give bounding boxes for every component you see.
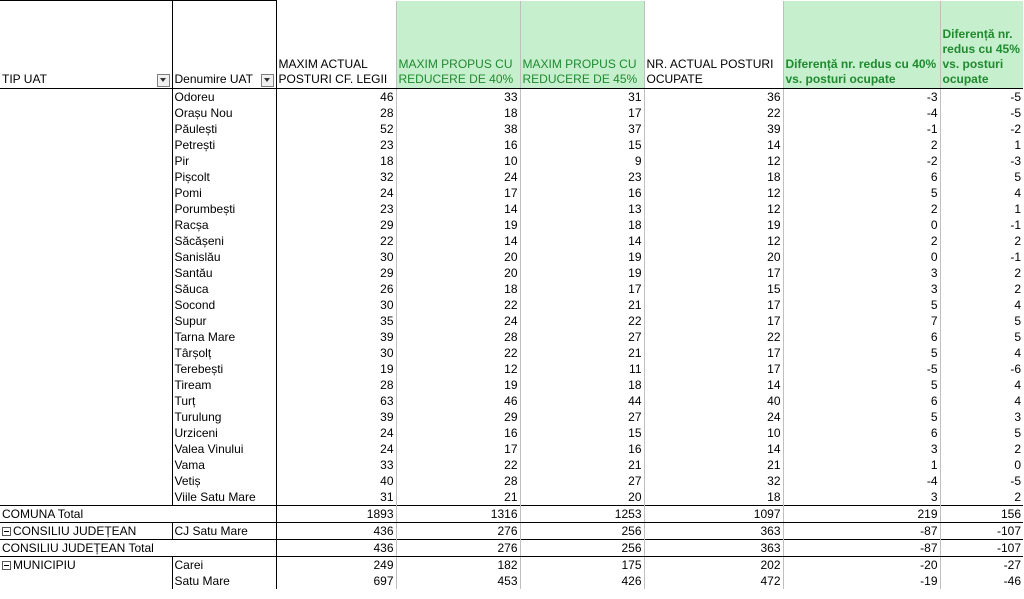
cell-maxim-actual[interactable]: 30 [276, 345, 396, 361]
cell-nr-actual[interactable]: 12 [644, 153, 783, 169]
header-nr-actual[interactable]: NR. ACTUAL POSTURI OCUPATE [644, 1, 783, 89]
table-row [0, 393, 1023, 409]
cell-diferenta-40[interactable]: -3 [783, 89, 940, 106]
cell-nr-actual[interactable]: 17 [644, 265, 783, 281]
table-row [0, 153, 1023, 169]
cell-tip-uat[interactable] [0, 121, 172, 137]
cell-maxim-actual[interactable]: 19 [276, 361, 396, 377]
cell-diferenta-45[interactable]: 4 [1014, 186, 1021, 200]
cell-maxim-propus-45[interactable]: 20 [520, 489, 644, 506]
cell-maxim-propus-45[interactable]: 21 [520, 297, 644, 313]
cell-diferenta-40[interactable]: 219 [783, 506, 940, 523]
cell-nr-actual[interactable]: 22 [644, 329, 783, 345]
cell-maxim-propus-40[interactable]: 18 [396, 105, 520, 121]
cell-denumire-uat[interactable]: Porumbești [172, 201, 276, 217]
cell-tip-uat[interactable] [0, 105, 172, 121]
cell-nr-actual[interactable]: 18 [644, 489, 783, 506]
cell-maxim-actual[interactable]: 1893 [276, 506, 396, 523]
cell-maxim-propus-40[interactable]: 21 [396, 489, 520, 506]
cell-nr-actual[interactable]: 19 [644, 217, 783, 233]
table-row [0, 265, 1023, 281]
cell-maxim-actual[interactable]: 697 [276, 573, 396, 589]
cell-maxim-propus-45[interactable]: 23 [520, 169, 644, 185]
cell-maxim-actual[interactable]: 23 [276, 201, 396, 217]
cell-tip-uat[interactable] [0, 393, 172, 409]
cell-denumire-uat[interactable]: Racșa [172, 217, 276, 233]
cell-diferenta-45[interactable]: 2 [1014, 490, 1021, 504]
cell-nr-actual[interactable]: 202 [644, 557, 783, 574]
cell-maxim-actual[interactable]: 46 [276, 89, 396, 106]
cell-maxim-actual[interactable]: 28 [276, 105, 396, 121]
cell-denumire-uat[interactable]: Orașu Nou [172, 105, 276, 121]
cell-diferenta-40[interactable]: 6 [783, 425, 940, 441]
table-row [0, 169, 1023, 185]
cell-maxim-propus-40[interactable]: 38 [396, 121, 520, 137]
cell-maxim-propus-40[interactable]: 16 [396, 137, 520, 153]
cell-diferenta-45[interactable]: 2 [1014, 234, 1021, 248]
header-row [0, 1, 1023, 89]
cell-maxim-actual[interactable]: 39 [276, 409, 396, 425]
cell-nr-actual[interactable]: 24 [644, 409, 783, 425]
cell-diferenta-40[interactable]: -19 [783, 573, 940, 589]
cell-maxim-propus-40[interactable]: 22 [396, 345, 520, 361]
cell-maxim-actual[interactable]: 32 [276, 169, 396, 185]
table-row [0, 457, 1023, 473]
cell-diferenta-45[interactable]: 2 [1014, 266, 1021, 280]
table-row [0, 105, 1023, 121]
cell-maxim-propus-40[interactable]: 10 [396, 153, 520, 169]
cell-maxim-propus-45[interactable]: 31 [520, 89, 644, 106]
total-label[interactable]: CONSILIU JUDEȚEAN Total [0, 540, 276, 557]
cell-diferenta-40[interactable]: 2 [783, 201, 940, 217]
cell-diferenta-40[interactable]: -5 [783, 361, 940, 377]
cell-denumire-uat[interactable]: Tiream [172, 377, 276, 393]
cell-diferenta-45[interactable]: 4 [1014, 346, 1021, 360]
cell-maxim-propus-40[interactable]: 276 [396, 540, 520, 557]
cell-denumire-uat[interactable]: Vama [172, 457, 276, 473]
cell-nr-actual[interactable]: 17 [644, 361, 783, 377]
cell-maxim-actual[interactable]: 24 [276, 185, 396, 201]
cell-maxim-propus-40[interactable]: 14 [396, 233, 520, 249]
header-diferenta-45[interactable]: Diferență nr. redus cu 45% vs. posturi ocupate [940, 1, 1023, 89]
cell-tip-uat[interactable] [0, 457, 172, 473]
cell-diferenta-45[interactable]: 5 [1014, 426, 1021, 440]
collapse-icon[interactable] [2, 527, 11, 536]
header-maxim-propus-40[interactable]: MAXIM PROPUS CU REDUCERE DE 40% [396, 1, 520, 89]
cell-nr-actual[interactable]: 1097 [644, 506, 783, 523]
table-row [0, 281, 1023, 297]
cell-maxim-propus-45[interactable]: 18 [520, 217, 644, 233]
cell-diferenta-40[interactable]: 2 [783, 137, 940, 153]
table-row [0, 185, 1023, 201]
cell-denumire-uat[interactable]: Săuca [172, 281, 276, 297]
cell-maxim-propus-45[interactable]: 15 [520, 137, 644, 153]
cell-diferenta-45[interactable]: -3 [1010, 154, 1021, 168]
cell-diferenta-45[interactable]: -27 [940, 557, 1023, 574]
cell-diferenta-40[interactable]: -87 [783, 523, 940, 540]
cell-maxim-propus-40[interactable]: 17 [396, 185, 520, 201]
cell-diferenta-40[interactable]: -1 [783, 121, 940, 137]
cell-nr-actual[interactable]: 36 [644, 89, 783, 106]
cell-diferenta-45[interactable]: 4 [1014, 298, 1021, 312]
cell-nr-actual[interactable]: 12 [644, 201, 783, 217]
table-row [0, 441, 1023, 457]
table-row [0, 425, 1023, 441]
cell-maxim-propus-40[interactable]: 20 [396, 265, 520, 281]
cell-nr-actual[interactable]: 17 [644, 313, 783, 329]
cell-maxim-actual[interactable]: 436 [276, 540, 396, 557]
cell-maxim-propus-40[interactable]: 17 [396, 441, 520, 457]
cell-maxim-propus-40[interactable]: 19 [396, 377, 520, 393]
cell-nr-actual[interactable]: 20 [644, 249, 783, 265]
table-row [0, 297, 1023, 313]
cell-maxim-propus-40[interactable]: 22 [396, 297, 520, 313]
cell-denumire-uat[interactable]: Pir [172, 153, 276, 169]
header-maxim-propus-45[interactable]: MAXIM PROPUS CU REDUCERE DE 45% [520, 1, 644, 89]
cell-diferenta-45[interactable]: 5 [1014, 170, 1021, 184]
cell-maxim-propus-45[interactable]: 426 [520, 573, 644, 589]
cell-tip-uat[interactable] [0, 441, 172, 457]
cell-denumire-uat[interactable]: Pișcolt [172, 169, 276, 185]
cell-maxim-propus-40[interactable]: 12 [396, 361, 520, 377]
total-row-consiliu-judetean [0, 540, 1023, 557]
cell-maxim-propus-40[interactable]: 24 [396, 169, 520, 185]
cell-denumire-uat[interactable]: Tarna Mare [172, 329, 276, 345]
cell-tip-uat[interactable] [0, 249, 172, 265]
cell-nr-actual[interactable]: 32 [644, 473, 783, 489]
cell-maxim-propus-40[interactable]: 22 [396, 457, 520, 473]
cell-diferenta-40[interactable]: 5 [783, 409, 940, 425]
cell-maxim-propus-40[interactable]: 33 [396, 89, 520, 106]
cell-maxim-propus-45[interactable]: 16 [520, 441, 644, 457]
cell-maxim-propus-45[interactable]: 13 [520, 201, 644, 217]
cell-nr-actual[interactable]: 18 [644, 169, 783, 185]
cell-denumire-uat[interactable]: CJ Satu Mare [172, 523, 276, 540]
cell-tip-uat[interactable] [0, 573, 172, 589]
cell-denumire-uat[interactable]: Turț [172, 393, 276, 409]
cell-denumire-uat[interactable]: Carei [172, 557, 276, 574]
cell-maxim-propus-45[interactable]: 27 [520, 409, 644, 425]
cell-diferenta-45[interactable]: -5 [1010, 106, 1021, 120]
cell-diferenta-45[interactable]: -6 [1010, 362, 1021, 376]
table-row [0, 489, 1023, 506]
cell-tip-uat[interactable] [0, 313, 172, 329]
table-row [0, 313, 1023, 329]
cell-maxim-propus-40[interactable]: 20 [396, 249, 520, 265]
filter-dropdown-icon[interactable] [261, 74, 274, 87]
table-row [0, 473, 1023, 489]
cell-nr-actual[interactable]: 472 [644, 573, 783, 589]
cell-nr-actual[interactable]: 39 [644, 121, 783, 137]
cell-diferenta-40[interactable]: 5 [783, 185, 940, 201]
cell-diferenta-40[interactable]: -4 [783, 105, 940, 121]
cell-maxim-actual[interactable]: 33 [276, 457, 396, 473]
cell-tip-uat[interactable] [0, 89, 172, 106]
cell-maxim-propus-45[interactable]: 27 [520, 473, 644, 489]
cell-denumire-uat[interactable]: Supur [172, 313, 276, 329]
cell-tip-uat[interactable] [0, 425, 172, 441]
total-row-comuna [0, 506, 1023, 523]
cell-denumire-uat[interactable]: Sanislău [172, 249, 276, 265]
table-row-consiliu-judetean [0, 523, 1023, 540]
cell-diferenta-45[interactable]: 1 [1014, 202, 1021, 216]
cell-diferenta-40[interactable]: 3 [783, 441, 940, 457]
cell-tip-uat[interactable] [0, 265, 172, 281]
cell-denumire-uat[interactable]: Viile Satu Mare [172, 489, 276, 506]
cell-maxim-propus-40[interactable]: 46 [396, 393, 520, 409]
cell-maxim-actual[interactable]: 26 [276, 281, 396, 297]
header-tip-uat[interactable] [0, 1, 172, 89]
cell-tip-uat[interactable] [0, 473, 172, 489]
cell-diferenta-40[interactable]: 1 [783, 457, 940, 473]
cell-maxim-propus-45[interactable]: 22 [520, 313, 644, 329]
table-row [0, 557, 1023, 574]
cell-diferenta-45[interactable]: -107 [940, 540, 1023, 557]
cell-diferenta-40[interactable]: 5 [783, 377, 940, 393]
cell-diferenta-40[interactable]: -20 [783, 557, 940, 574]
cell-nr-actual[interactable]: 12 [644, 233, 783, 249]
table-row [0, 409, 1023, 425]
cell-maxim-propus-40[interactable]: 14 [396, 201, 520, 217]
group-cell-consiliu-judetean[interactable] [0, 523, 172, 540]
cell-denumire-uat[interactable]: Petrești [172, 137, 276, 153]
cell-diferenta-45[interactable]: 5 [1014, 314, 1021, 328]
cell-nr-actual[interactable]: 21 [644, 457, 783, 473]
cell-denumire-uat[interactable]: Socond [172, 297, 276, 313]
cell-tip-uat[interactable] [0, 185, 172, 201]
header-tip-uat-label: TIP UAT [2, 72, 47, 86]
cell-maxim-propus-45[interactable]: 37 [520, 121, 644, 137]
total-label[interactable]: COMUNA Total [0, 506, 276, 523]
cell-denumire-uat[interactable]: Vetiș [172, 473, 276, 489]
table-row [0, 233, 1023, 249]
table-row [0, 137, 1023, 153]
cell-diferenta-45[interactable]: 5 [1014, 330, 1021, 344]
cell-nr-actual[interactable]: 22 [644, 105, 783, 121]
table-row [0, 217, 1023, 233]
cell-denumire-uat[interactable]: Târșolț [172, 345, 276, 361]
cell-maxim-propus-45[interactable]: 256 [520, 540, 644, 557]
cell-maxim-propus-45[interactable]: 11 [520, 361, 644, 377]
cell-nr-actual[interactable]: 15 [644, 281, 783, 297]
cell-diferenta-45[interactable]: -5 [1010, 474, 1021, 488]
cell-maxim-actual[interactable]: 24 [276, 441, 396, 457]
cell-diferenta-40[interactable]: 5 [783, 345, 940, 361]
cell-nr-actual[interactable]: 14 [644, 441, 783, 457]
cell-denumire-uat[interactable]: Terebești [172, 361, 276, 377]
cell-diferenta-45[interactable]: 156 [940, 506, 1023, 523]
cell-maxim-actual[interactable]: 31 [276, 489, 396, 506]
cell-maxim-actual[interactable]: 30 [276, 249, 396, 265]
cell-diferenta-45[interactable]: 4 [1014, 394, 1021, 408]
cell-maxim-propus-40[interactable]: 28 [396, 329, 520, 345]
cell-nr-actual[interactable]: 363 [644, 540, 783, 557]
cell-diferenta-40[interactable]: 0 [783, 249, 940, 265]
cell-denumire-uat[interactable]: Turulung [172, 409, 276, 425]
cell-maxim-actual[interactable]: 436 [276, 523, 396, 540]
cell-maxim-propus-45[interactable]: 16 [520, 185, 644, 201]
cell-maxim-actual[interactable]: 35 [276, 313, 396, 329]
cell-maxim-actual[interactable]: 39 [276, 329, 396, 345]
cell-maxim-actual[interactable]: 23 [276, 137, 396, 153]
cell-nr-actual[interactable]: 17 [644, 297, 783, 313]
cell-nr-actual[interactable]: 12 [644, 185, 783, 201]
header-denumire-uat-label: Denumire UAT [174, 72, 253, 86]
cell-maxim-propus-45[interactable]: 1253 [520, 506, 644, 523]
cell-nr-actual[interactable]: 363 [644, 523, 783, 540]
cell-tip-uat[interactable] [0, 201, 172, 217]
cell-tip-uat[interactable] [0, 489, 172, 506]
cell-maxim-propus-45[interactable]: 17 [520, 105, 644, 121]
cell-denumire-uat[interactable]: Urziceni [172, 425, 276, 441]
cell-nr-actual[interactable]: 17 [644, 345, 783, 361]
cell-diferenta-45[interactable]: 3 [1014, 410, 1021, 424]
cell-denumire-uat[interactable]: Santău [172, 265, 276, 281]
cell-tip-uat[interactable] [0, 169, 172, 185]
cell-denumire-uat[interactable]: Pomi [172, 185, 276, 201]
table-row [0, 89, 1023, 106]
cell-maxim-actual[interactable]: 22 [276, 233, 396, 249]
table-row [0, 361, 1023, 377]
cell-diferenta-45[interactable]: -1 [1010, 250, 1021, 264]
cell-diferenta-45[interactable]: -107 [940, 523, 1023, 540]
cell-maxim-actual[interactable]: 30 [276, 297, 396, 313]
cell-maxim-propus-40[interactable]: 276 [396, 523, 520, 540]
cell-diferenta-40[interactable]: 6 [783, 329, 940, 345]
cell-maxim-propus-45[interactable]: 256 [520, 523, 644, 540]
cell-maxim-propus-40[interactable]: 28 [396, 473, 520, 489]
cell-diferenta-40[interactable]: 2 [783, 233, 940, 249]
cell-tip-uat[interactable] [0, 345, 172, 361]
cell-maxim-propus-40[interactable]: 16 [396, 425, 520, 441]
table-row [0, 121, 1023, 137]
cell-maxim-propus-45[interactable]: 44 [520, 393, 644, 409]
table-row [0, 345, 1023, 361]
group-cell-municipiu[interactable] [0, 557, 172, 574]
cell-maxim-propus-40[interactable]: 182 [396, 557, 520, 574]
cell-tip-uat[interactable] [0, 233, 172, 249]
cell-diferenta-40[interactable]: 6 [783, 393, 940, 409]
cell-tip-uat[interactable] [0, 409, 172, 425]
cell-maxim-propus-40[interactable]: 24 [396, 313, 520, 329]
cell-diferenta-45[interactable]: -5 [1010, 90, 1021, 104]
cell-denumire-uat[interactable]: Păulești [172, 121, 276, 137]
cell-maxim-propus-45[interactable]: 14 [520, 233, 644, 249]
cell-maxim-propus-45[interactable]: 27 [520, 329, 644, 345]
group-label: CONSILIU JUDEȚEAN [13, 524, 137, 538]
cell-denumire-uat[interactable]: Valea Vinului [172, 441, 276, 457]
cell-diferenta-45[interactable]: -46 [1003, 574, 1021, 588]
cell-maxim-propus-40[interactable]: 19 [396, 217, 520, 233]
cell-denumire-uat[interactable]: Satu Mare [172, 573, 276, 589]
cell-nr-actual[interactable]: 14 [644, 377, 783, 393]
cell-diferenta-40[interactable]: -87 [783, 540, 940, 557]
header-diferenta-40[interactable]: Diferență nr. redus cu 40% vs. posturi ocupate [783, 1, 940, 89]
cell-diferenta-45[interactable]: 2 [1014, 442, 1021, 456]
cell-diferenta-40[interactable]: 3 [783, 489, 940, 506]
cell-diferenta-45[interactable]: -2 [1010, 122, 1021, 136]
cell-maxim-propus-45[interactable]: 21 [520, 345, 644, 361]
cell-diferenta-40[interactable]: 3 [783, 281, 940, 297]
cell-tip-uat[interactable] [0, 217, 172, 233]
header-maxim-actual[interactable]: MAXIM ACTUAL POSTURI CF. LEGII [276, 1, 396, 89]
cell-maxim-propus-40[interactable]: 453 [396, 573, 520, 589]
cell-maxim-propus-45[interactable]: 21 [520, 457, 644, 473]
cell-diferenta-45[interactable]: -1 [1010, 218, 1021, 232]
table-row [0, 201, 1023, 217]
cell-diferenta-40[interactable]: 5 [783, 297, 940, 313]
cell-maxim-propus-45[interactable]: 17 [520, 281, 644, 297]
cell-tip-uat[interactable] [0, 153, 172, 169]
cell-denumire-uat[interactable]: Săcășeni [172, 233, 276, 249]
cell-maxim-actual[interactable]: 29 [276, 265, 396, 281]
cell-diferenta-40[interactable]: 6 [783, 169, 940, 185]
table-row [0, 377, 1023, 393]
cell-maxim-propus-45[interactable]: 15 [520, 425, 644, 441]
cell-maxim-propus-40[interactable]: 18 [396, 281, 520, 297]
cell-diferenta-40[interactable]: 0 [783, 217, 940, 233]
cell-nr-actual[interactable]: 10 [644, 425, 783, 441]
cell-maxim-actual[interactable]: 249 [276, 557, 396, 574]
header-denumire-uat[interactable] [172, 1, 276, 89]
cell-denumire-uat[interactable]: Odoreu [172, 89, 276, 106]
cell-maxim-propus-40[interactable]: 1316 [396, 506, 520, 523]
collapse-icon[interactable] [2, 561, 11, 570]
filter-dropdown-icon[interactable] [157, 74, 170, 87]
cell-maxim-propus-45[interactable]: 18 [520, 377, 644, 393]
cell-maxim-propus-45[interactable]: 175 [520, 557, 644, 574]
cell-diferenta-40[interactable]: 7 [783, 313, 940, 329]
cell-diferenta-45[interactable]: 0 [1014, 458, 1021, 472]
cell-tip-uat[interactable] [0, 137, 172, 153]
cell-diferenta-40[interactable]: -4 [783, 473, 940, 489]
cell-maxim-actual[interactable]: 28 [276, 377, 396, 393]
cell-maxim-actual[interactable]: 63 [276, 393, 396, 409]
cell-diferenta-40[interactable]: -2 [783, 153, 940, 169]
cell-nr-actual[interactable]: 14 [644, 137, 783, 153]
cell-diferenta-45[interactable]: 2 [1014, 282, 1021, 296]
cell-tip-uat[interactable] [0, 281, 172, 297]
group-label: MUNICIPIU [13, 558, 76, 572]
table-row [0, 329, 1023, 345]
cell-maxim-propus-45[interactable]: 19 [520, 265, 644, 281]
cell-maxim-actual[interactable]: 18 [276, 153, 396, 169]
cell-maxim-actual[interactable]: 29 [276, 217, 396, 233]
table-row [0, 573, 1023, 589]
table-row [0, 249, 1023, 265]
cell-maxim-propus-45[interactable]: 9 [520, 153, 644, 169]
cell-diferenta-45[interactable]: 4 [1014, 378, 1021, 392]
cell-tip-uat[interactable] [0, 329, 172, 345]
cell-tip-uat[interactable] [0, 297, 172, 313]
cell-tip-uat[interactable] [0, 377, 172, 393]
cell-tip-uat[interactable] [0, 361, 172, 377]
cell-maxim-propus-40[interactable]: 29 [396, 409, 520, 425]
cell-maxim-propus-45[interactable]: 19 [520, 249, 644, 265]
cell-maxim-actual[interactable]: 40 [276, 473, 396, 489]
cell-nr-actual[interactable]: 40 [644, 393, 783, 409]
cell-maxim-actual[interactable]: 24 [276, 425, 396, 441]
cell-diferenta-40[interactable]: 3 [783, 265, 940, 281]
cell-diferenta-45[interactable]: 1 [1014, 138, 1021, 152]
cell-maxim-actual[interactable]: 52 [276, 121, 396, 137]
